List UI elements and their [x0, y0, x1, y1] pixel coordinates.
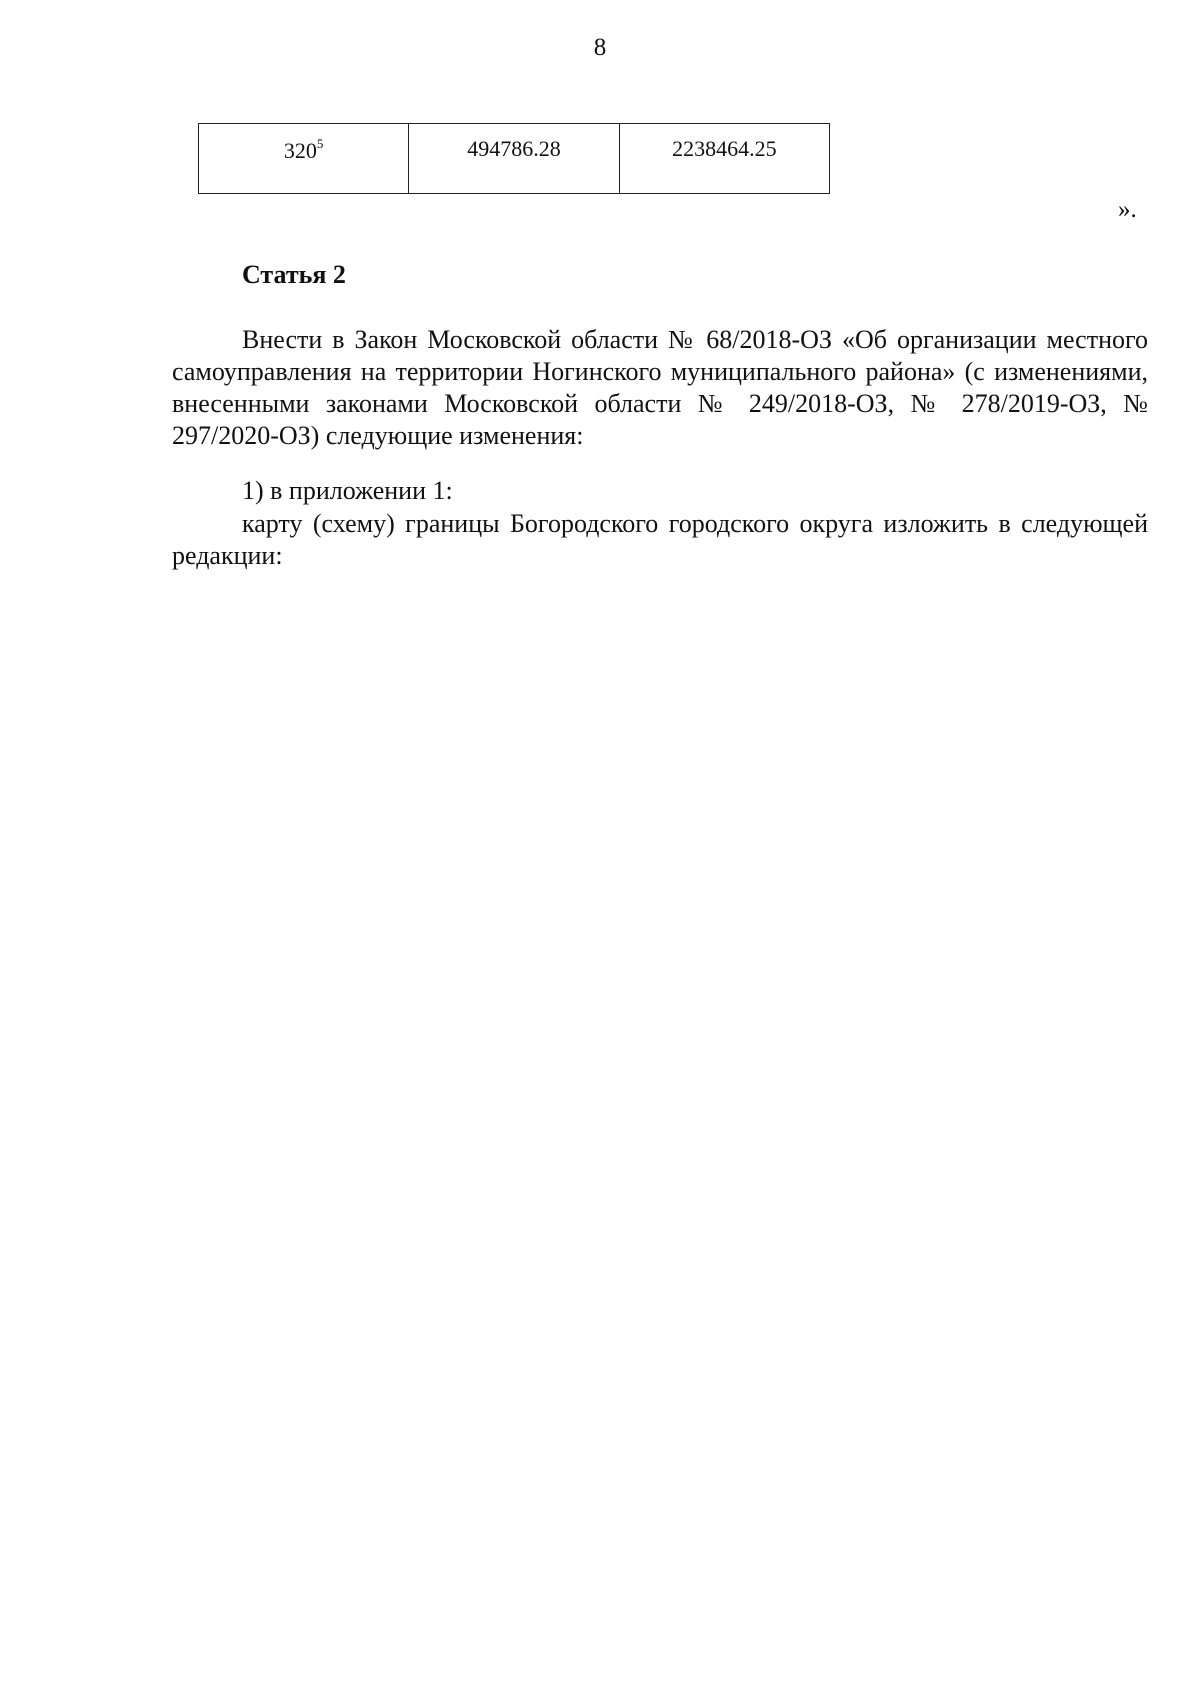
article-paragraph-main: Внести в Закон Московской области № 68/2018-ОЗ «Об организации местного самоуправления на территории Ногинского муниципального района» (с изменениями, внесенными законами Московской области № 249/2018-ОЗ, № 278/2019-ОЗ, № 297/2020-ОЗ) следующие изменения:: [172, 325, 1148, 450]
point-superscript: 5: [316, 136, 324, 151]
x-coordinate-cell: 494786.28: [409, 124, 619, 194]
point-number: 320: [283, 138, 317, 163]
article-heading: Статья 2: [242, 260, 346, 289]
closing-quote: ».: [1118, 196, 1137, 223]
article-paragraph-map: карту (схему) границы Богородского городского округа изложить в следующей редакции:: [172, 509, 1148, 570]
y-coordinate-cell: 2238464.25: [619, 124, 829, 194]
table-row: [199, 124, 830, 194]
coordinates-table: [198, 123, 830, 194]
article-paragraph-item: 1) в приложении 1:: [242, 476, 453, 505]
point-number-cell: [199, 124, 409, 194]
page-number: 8: [593, 34, 607, 61]
